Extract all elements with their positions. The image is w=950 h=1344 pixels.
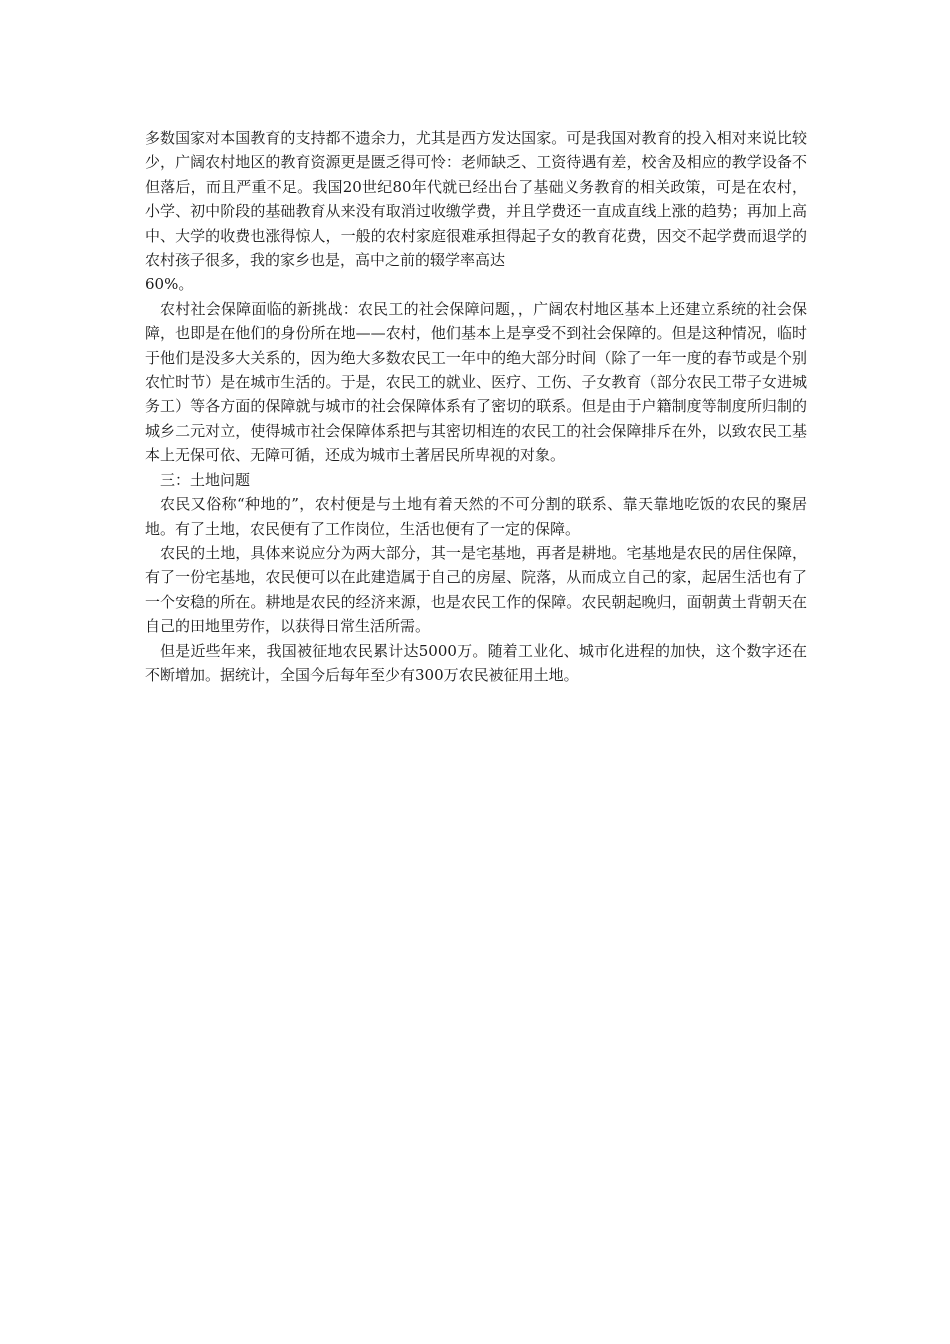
paragraph-social-security: 农村社会保障面临的新挑战：农民工的社会保障问题，，广阔农村地区基本上还建立系统的社会保障，也即是在他们的身份所在地——农村，他们基本上是享受不到社会保障的。但是这种情况，临时于他们是没多大关系的，因为绝大多数农民工一年中的绝大部分时间（除了一年一度的春节或是个别农忙时节）是在城市生活的。于是，农民工的就业、医疗、工伤、子女教育（部分农民工带子女进城务工）等各方面的保障就与城市的社会保障体系有了密切的联系。但是由于户籍制度等制度所归制的城乡二元对立，使得城市社会保障体系把与其密切相连的农民工的社会保障排斥在外，以致农民工基本上无保可依、无障可循，还成为城市土著居民所卑视的对象。 [145, 299, 807, 465]
document-body [145, 126, 807, 687]
paragraph-education [145, 126, 807, 297]
paragraph-land-statistics: 但是近些年来，我国被征地农民累计达5000万。随着工业化、城市化进程的加快，这个数字还在不断增加。据统计，全国今后每年至少有300万农民被征用土地。 [145, 641, 807, 684]
section-heading-land: 三：土地问题 [160, 470, 251, 489]
paragraph-education-tail: 60%。 [145, 275, 194, 294]
paragraph-land-intro: 农民又俗称“种地的”，农村便是与土地有着天然的不可分割的联系、靠天靠地吃饭的农民的聚居地。有了土地，农民便有了工作岗位，生活也便有了一定的保障。 [145, 495, 807, 538]
paragraph-land-types: 农民的土地，具体来说应分为两大部分，其一是宅基地，再者是耕地。宅基地是农民的居住保障，有了一份宅基地，农民便可以在此建造属于自己的房屋、院落，从而成立自己的家，起居生活也有了一个安稳的所在。耕地是农民的经济来源，也是农民工作的保障。农民朝起晚归，面朝黄土背朝天在自己的田地里劳作，以获得日常生活所需。 [145, 543, 807, 636]
paragraph-education-text: 多数国家对本国教育的支持都不遗余力，尤其是西方发达国家。可是我国对教育的投入相对来说比较少，广阔农村地区的教育资源更是匮乏得可怜：老师缺乏、工资待遇有差，校舍及相应的教学设备不但落后，而且严重不足。我国20世纪80年代就已经出台了基础义务教育的相关政策，可是在农村，小学、初中阶段的基础教育从来没有取消过收缴学费，并且学费还一直成直线上涨的趋势；再加上高中、大学的收费也涨得惊人，一般的农村家庭很难承担得起子女的教育花费，因交不起学费而退学的农村孩子很多，我的家乡也是，高中之前的辍学率高达 [145, 129, 807, 270]
